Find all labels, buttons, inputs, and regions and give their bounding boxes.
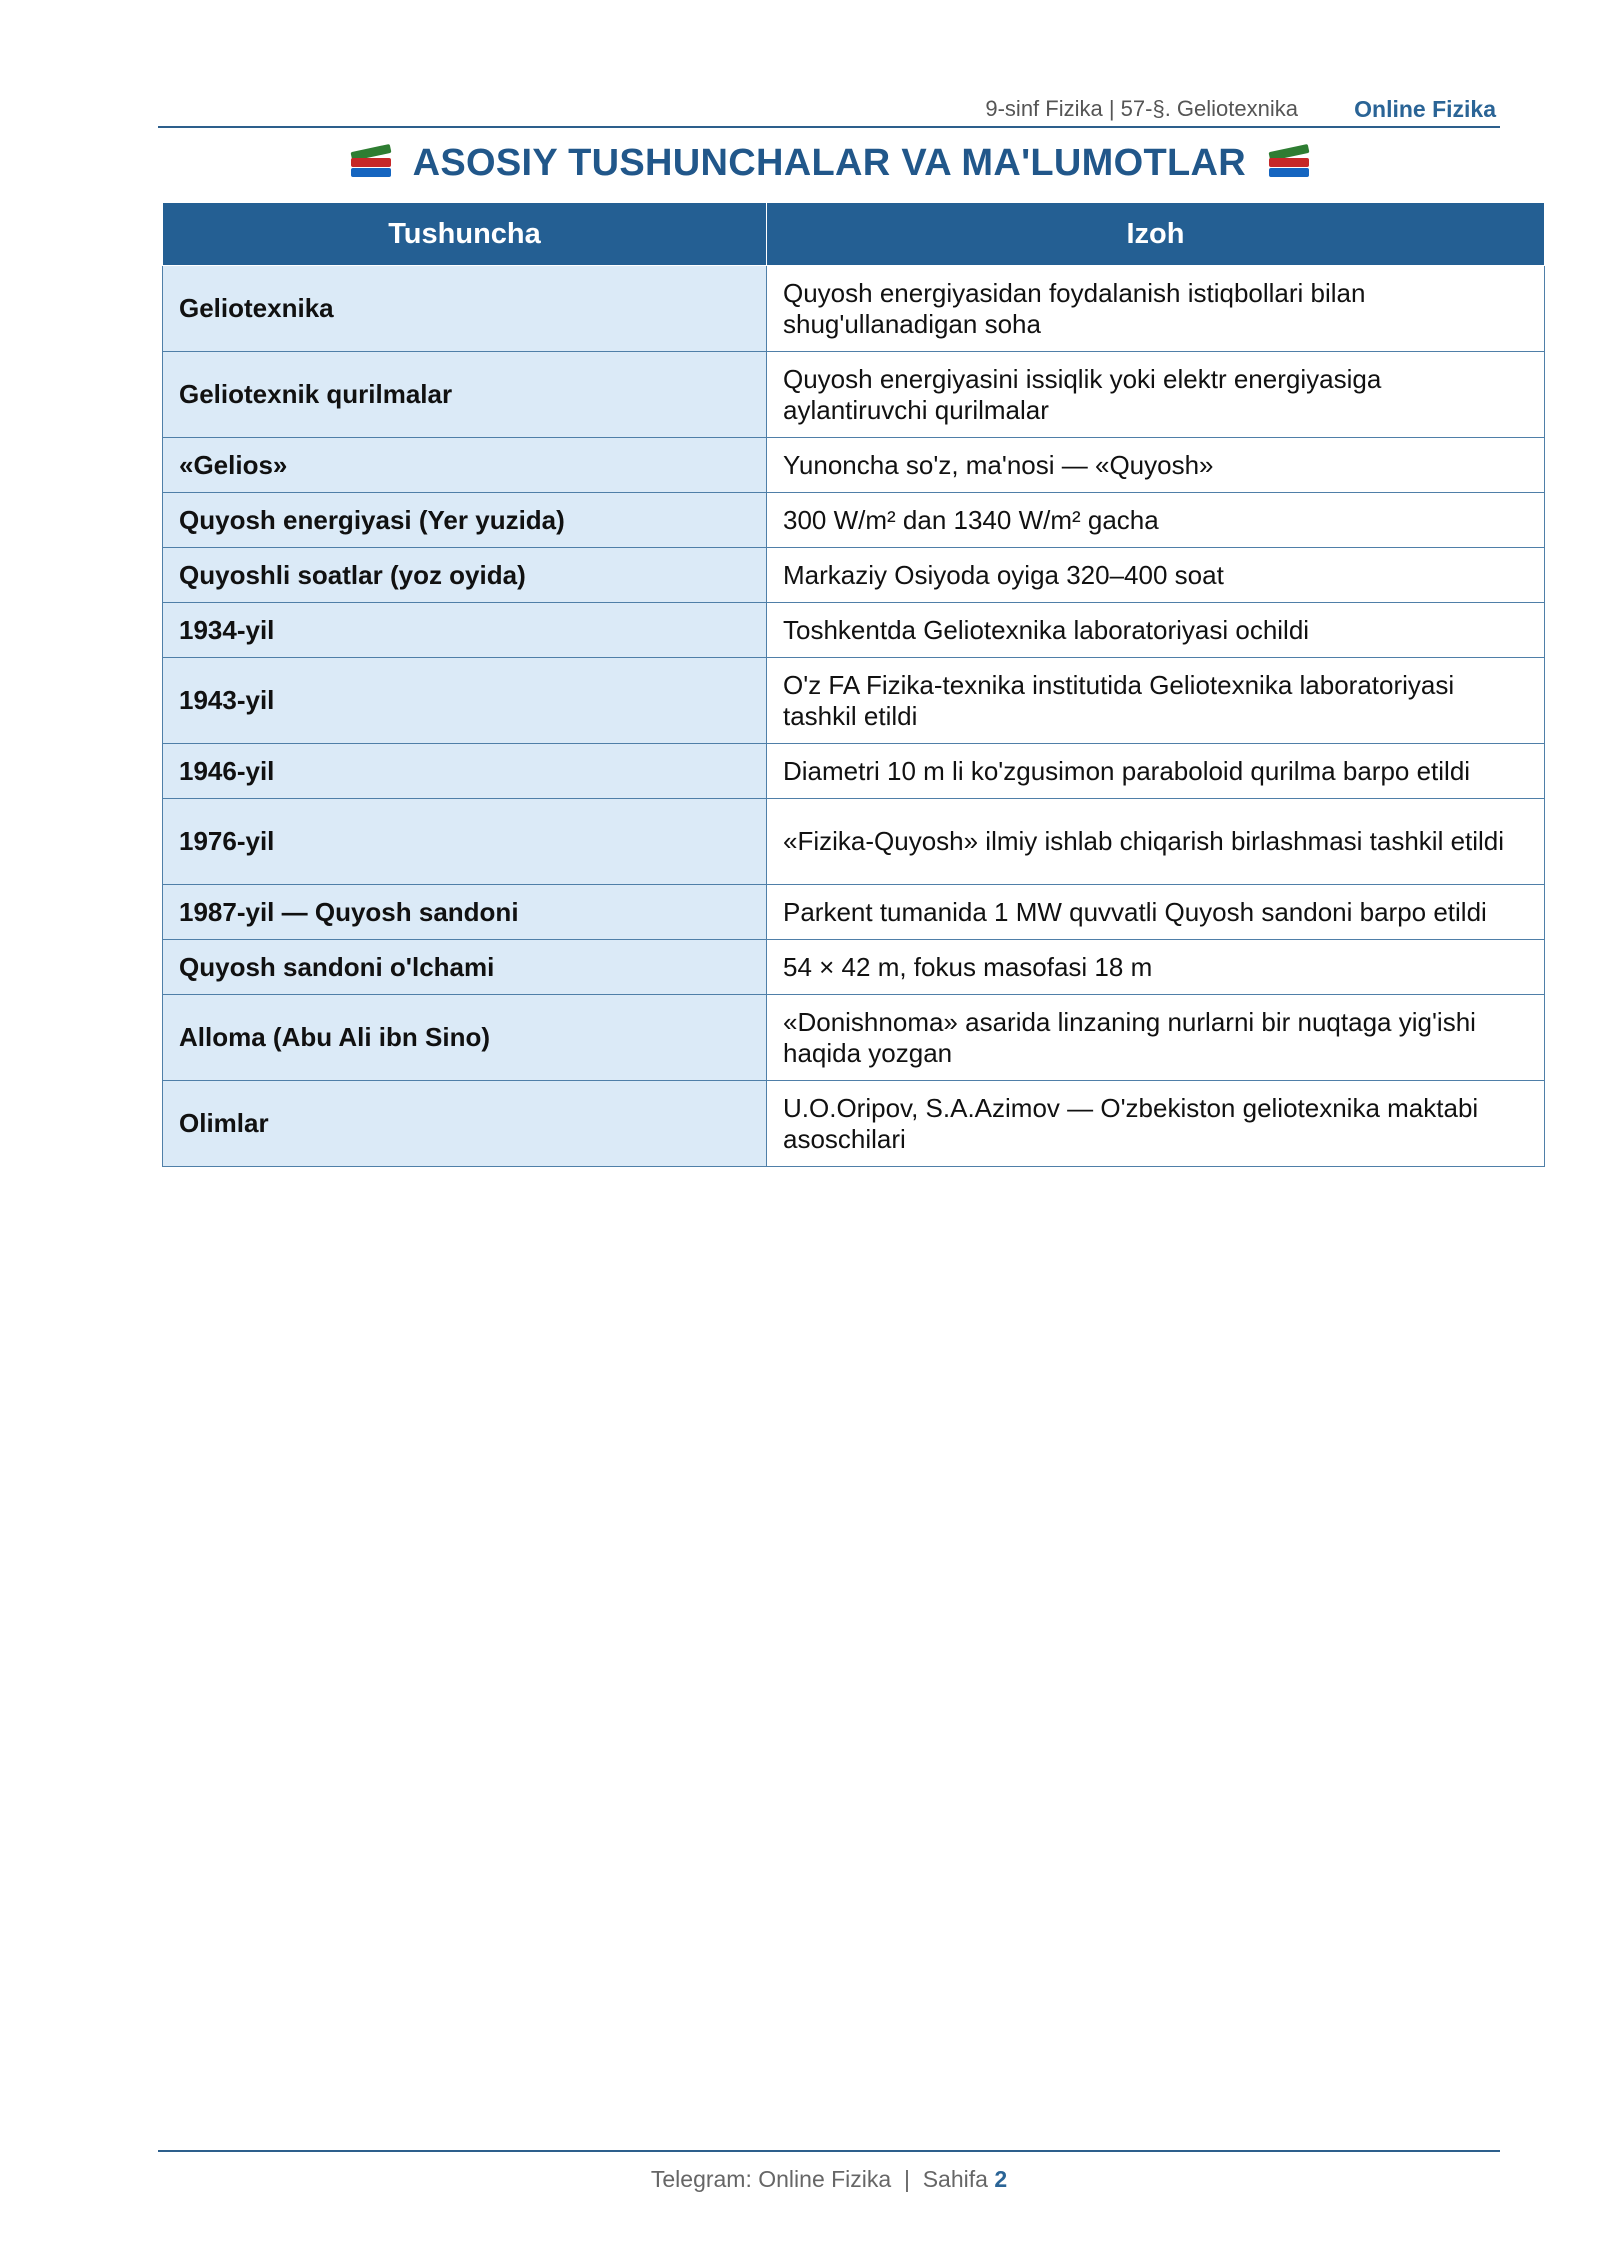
concepts-table (162, 202, 1545, 1167)
table-row (163, 1081, 1545, 1167)
desc-cell: Diametri 10 m li ko'zgusimon paraboloid qurilma barpo etildi (767, 744, 1545, 799)
table-row (163, 548, 1545, 603)
page-header (158, 92, 1500, 128)
books-icon (349, 144, 393, 178)
term-cell: Olimlar (163, 1081, 767, 1167)
table-row (163, 799, 1545, 885)
page-number: 2 (994, 2166, 1008, 2192)
table-row (163, 658, 1545, 744)
page-title-block (0, 142, 1600, 185)
page-footer (158, 2150, 1500, 2193)
desc-cell: O'z FA Fizika-texnika institutida Geliotexnika laboratoriyasi tashkil etildi (767, 658, 1545, 744)
term-cell: Alloma (Abu Ali ibn Sino) (163, 995, 767, 1081)
desc-cell: U.O.Oripov, S.A.Azimov — O'zbekiston geliotexnika maktabi asoschilari (767, 1081, 1545, 1167)
term-cell: 1943-yil (163, 658, 767, 744)
table-row (163, 438, 1545, 493)
column-header-term: Tushuncha (163, 203, 767, 266)
term-cell: Geliotexnik qurilmalar (163, 352, 767, 438)
table-header-row (163, 203, 1545, 266)
table-row (163, 940, 1545, 995)
term-cell: 1946-yil (163, 744, 767, 799)
table-row (163, 352, 1545, 438)
term-cell: 1987-yil — Quyosh sandoni (163, 885, 767, 940)
term-cell: Geliotexnika (163, 266, 767, 352)
desc-cell: Toshkentda Geliotexnika laboratoriyasi ochildi (767, 603, 1545, 658)
desc-cell: 54 × 42 m, fokus masofasi 18 m (767, 940, 1545, 995)
footer-text: Telegram: Online Fizika | Sahifa (650, 2166, 995, 2192)
table-row (163, 995, 1545, 1081)
header-brand: Online Fizika (1354, 96, 1496, 122)
header-subject: 9-sinf Fizika | 57-§. Geliotexnika (985, 96, 1298, 121)
column-header-desc: Izoh (767, 203, 1545, 266)
desc-cell: 300 W/m² dan 1340 W/m² gacha (767, 493, 1545, 548)
desc-cell: Markaziy Osiyoda oyiga 320–400 soat (767, 548, 1545, 603)
desc-cell: Parkent tumanida 1 MW quvvatli Quyosh sandoni barpo etildi (767, 885, 1545, 940)
desc-cell: Quyosh energiyasidan foydalanish istiqbollari bilan shug'ullanadigan soha (767, 266, 1545, 352)
term-cell: Quyosh sandoni o'lchami (163, 940, 767, 995)
desc-cell: «Fizika-Quyosh» ilmiy ishlab chiqarish birlashmasi tashkil etildi (767, 799, 1545, 885)
table-row (163, 266, 1545, 352)
term-cell: «Gelios» (163, 438, 767, 493)
table-row (163, 744, 1545, 799)
term-cell: 1934-yil (163, 603, 767, 658)
desc-cell: Yunoncha so'z, ma'nosi — «Quyosh» (767, 438, 1545, 493)
table-row (163, 493, 1545, 548)
term-cell: Quyoshli soatlar (yoz oyida) (163, 548, 767, 603)
desc-cell: Quyosh energiyasini issiqlik yoki elektr energiyasiga aylantiruvchi qurilmalar (767, 352, 1545, 438)
table-row (163, 885, 1545, 940)
term-cell: 1976-yil (163, 799, 767, 885)
desc-cell: «Donishnoma» asarida linzaning nurlarni bir nuqtaga yig'ishi haqida yozgan (767, 995, 1545, 1081)
term-cell: Quyosh energiyasi (Yer yuzida) (163, 493, 767, 548)
table-row (163, 603, 1545, 658)
page-title: ASOSIY TUSHUNCHALAR VA MA'LUMOTLAR (412, 142, 1246, 184)
books-icon (1267, 144, 1311, 178)
